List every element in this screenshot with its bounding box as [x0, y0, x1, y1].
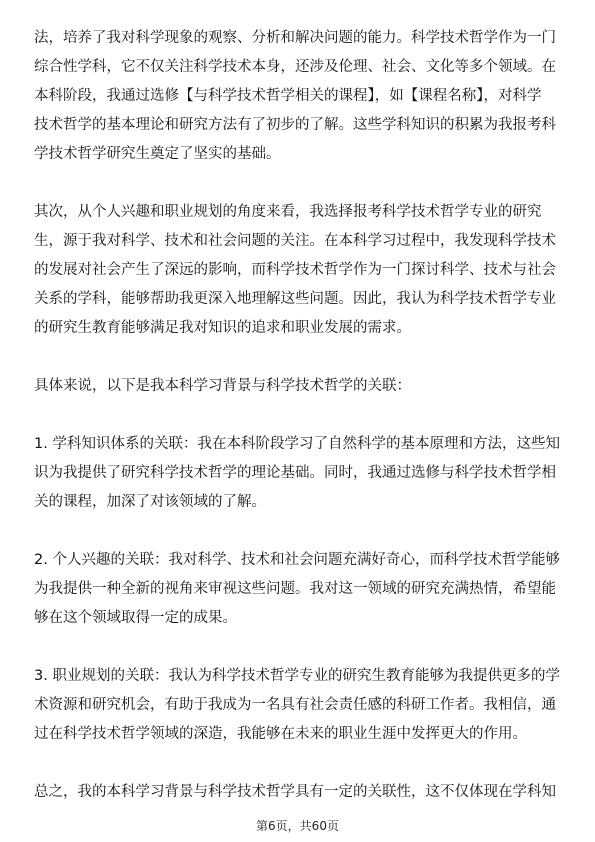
document-body	[34, 24, 564, 807]
paragraph-7	[34, 778, 564, 807]
paragraph-2	[34, 198, 564, 343]
text-line: 1. 学科知识体系的关联：我在本科阶段学习了自然科学的基本原理和方法，这些知	[34, 436, 560, 452]
paragraph-gap	[34, 401, 564, 430]
text-line: 本科阶段，我通过选修【与科学技术哲学相关的课程】，如【课程名称】，对科学	[34, 88, 542, 104]
text-line: 技术哲学的基本理论和研究方法有了初步的了解。这些学科知识的积累为我报考科	[34, 117, 556, 133]
text-line: 生，源于我对科学、技术和社会问题的关注。在本科学习过程中，我发现科学技术	[34, 233, 556, 249]
text-line: 总之，我的本科学习背景与科学技术哲学具有一定的关联性，这不仅体现在学科知	[34, 784, 556, 800]
text-line: 够在这个领域取得一定的成果。	[34, 610, 237, 626]
text-line: 其次，从个人兴趣和职业规划的角度来看，我选择报考科学技术哲学专业的研究	[34, 204, 542, 220]
paragraph-1	[34, 24, 564, 169]
text-line: 的研究生教育能够满足我对知识的追求和职业发展的需求。	[34, 320, 411, 336]
paragraph-5	[34, 546, 564, 633]
text-line: 2. 个人兴趣的关联：我对科学、技术和社会问题充满好奇心，而科学技术哲学能够	[34, 552, 560, 568]
page-number-footer: 第6页，共60页	[256, 819, 339, 833]
text-line: 学技术哲学研究生奠定了坚实的基础。	[34, 146, 281, 162]
text-line: 术资源和研究机会，有助于我成为一名具有社会责任感的科研工作者。我相信，通	[34, 697, 556, 713]
text-line: 3. 职业规划的关联：我认为科学技术哲学专业的研究生教育能够为我提供更多的学	[34, 668, 560, 684]
text-line: 识为我提供了研究科学技术哲学的理论基础。同时，我通过选修与科学技术哲学相	[34, 465, 556, 481]
text-line: 过在科学技术哲学领域的深造，我能够在未来的职业生涯中发挥更大的作用。	[34, 726, 527, 742]
paragraph-gap	[34, 343, 564, 372]
text-line: 综合性学科，它不仅关注科学技术本身，还涉及伦理、社会、文化等多个领域。在	[34, 59, 556, 75]
paragraph-gap	[34, 517, 564, 546]
paragraph-6	[34, 662, 564, 749]
text-line: 法，培养了我对科学现象的观察、分析和解决问题的能力。科学技术哲学作为一门	[34, 30, 556, 46]
paragraph-gap	[34, 633, 564, 662]
paragraph-4	[34, 430, 564, 517]
text-line: 具体来说，以下是我本科学习背景与科学技术哲学的关联：	[34, 378, 411, 394]
paragraph-3	[34, 372, 564, 401]
paragraph-gap	[34, 169, 564, 198]
text-line: 的发展对社会产生了深远的影响，而科学技术哲学作为一门探讨科学、技术与社会	[34, 262, 556, 278]
paragraph-gap	[34, 749, 564, 778]
text-line: 关系的学科，能够帮助我更深入地理解这些问题。因此，我认为科学技术哲学专业	[34, 291, 556, 307]
text-line: 为我提供一种全新的视角来审视这些问题。我对这一领域的研究充满热情，希望能	[34, 581, 556, 597]
text-line: 关的课程，加深了对该领域的了解。	[34, 494, 266, 510]
